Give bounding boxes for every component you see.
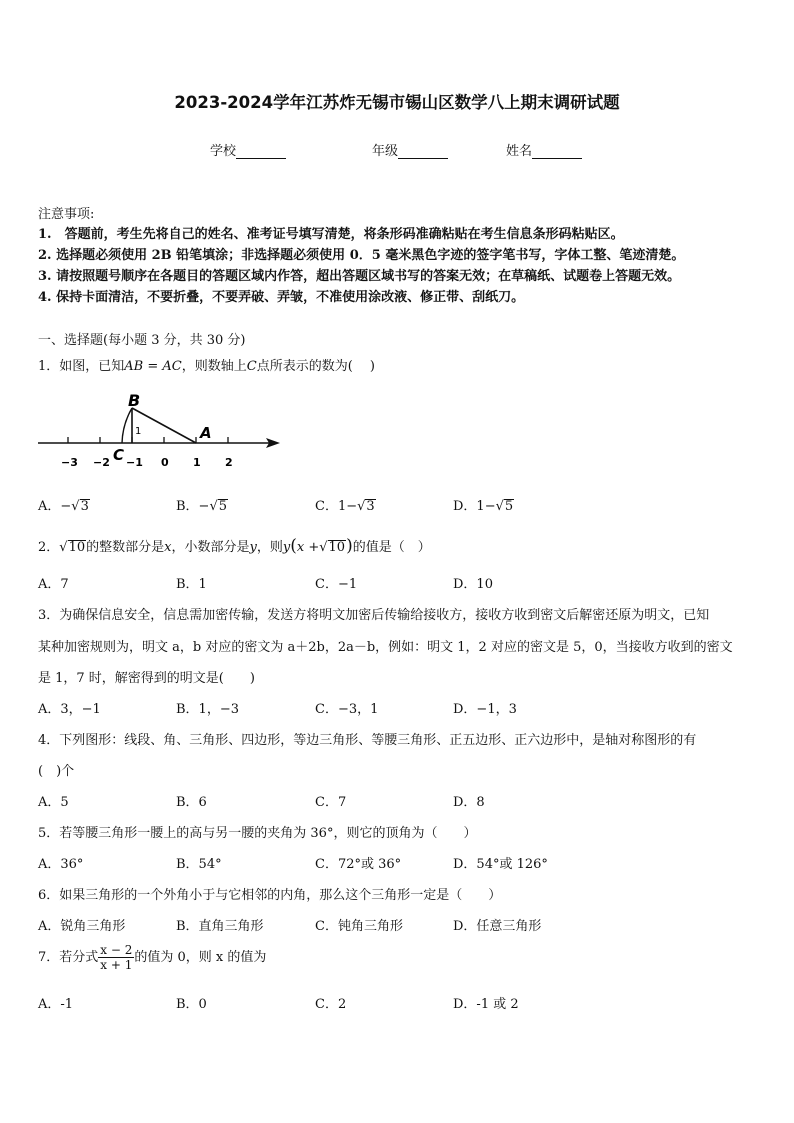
q2-text: ，小数部分是 <box>171 540 250 555</box>
radicand: 3 <box>366 499 375 514</box>
q5-option-d[interactable]: D．54°或 126° <box>453 857 548 872</box>
school-label: 学校 <box>210 144 237 159</box>
q3-option-c[interactable]: C．−3，1 <box>315 702 379 717</box>
question-3-line: 是 1，7 时，解密得到的明文是( ) <box>38 671 255 686</box>
q7-fraction <box>98 943 134 972</box>
number-line-figure <box>34 388 284 476</box>
tick-label: −2 <box>93 456 110 469</box>
radicand: 10 <box>328 540 346 555</box>
label-point-b: B <box>128 391 141 410</box>
question-5: 5．若等腰三角形一腰上的高与另一腰的夹角为 36°，则它的顶角为（ ） <box>38 826 477 841</box>
name-field[interactable] <box>506 140 582 159</box>
option-label: A．− <box>38 499 72 514</box>
q5-option-b[interactable]: B．54° <box>176 857 222 872</box>
q6-option-a[interactable]: A．锐角三角形 <box>38 919 126 934</box>
q7-option-c[interactable]: C．2 <box>315 997 347 1012</box>
q1-suffix: 点所表示的数为( ) <box>256 359 375 374</box>
label-height: 1 <box>135 426 142 437</box>
q2-expr-y: y <box>282 540 291 555</box>
q3-option-a[interactable]: A．3，−1 <box>38 702 101 717</box>
note-item: 1. 答题前，考生先将自己的姓名、准考证号填写清楚，将条形码准确粘贴在考生信息条形码粘贴区。 <box>38 227 624 242</box>
name-blank[interactable] <box>532 145 582 159</box>
q1-option-d[interactable]: D．1−√5 <box>453 499 514 514</box>
radicand: 10 <box>68 540 86 555</box>
note-item: 3. 请按照题号顺序在各题目的答题区域内作答，超出答题区域书写的答案无效；在草稿纸、试题卷上答题无效。 <box>38 269 681 284</box>
page-title: 2023-2024学年江苏炸无锡市锡山区数学八上期末调研试题 <box>174 93 620 112</box>
label-point-c: C <box>113 446 125 464</box>
question-2: 2．√10的整数部分是x，小数部分是y，则y(x +√10)的值是（ ） <box>38 536 431 556</box>
q4-option-d[interactable]: D．8 <box>453 795 485 810</box>
note-item: 2. 选择题必须使用 2B 铅笔填涂；非选择题必须使用 0．5 毫米黑色字迹的签字笔书写，字体工整、笔迹清楚。 <box>38 248 685 263</box>
tick-label: 0 <box>161 456 169 469</box>
tick-label: −3 <box>61 456 78 469</box>
question-3-line: 3．为确保信息安全，信息需加密传输，发送方将明文加密后传输给接收方，接收方收到密文后解密还原为明文，已知 <box>38 608 710 623</box>
q6-option-b[interactable]: B．直角三角形 <box>176 919 264 934</box>
q1-prefix: 1．如图，已知 <box>38 359 125 374</box>
note-item: 4. 保持卡面清洁，不要折叠，不要弄破、弄皱，不准使用涂改液、修正带、刮纸刀。 <box>38 290 525 305</box>
q3-option-b[interactable]: B．1，−3 <box>176 702 239 717</box>
school-blank[interactable] <box>236 145 286 159</box>
option-label: B．− <box>176 499 210 514</box>
tick-label: 1 <box>193 456 201 469</box>
grade-blank[interactable] <box>398 145 448 159</box>
compass-arc <box>122 408 132 443</box>
q1-option-b[interactable]: B．−√5 <box>176 499 228 514</box>
q6-option-d[interactable]: D．任意三角形 <box>453 919 542 934</box>
fraction-numerator: x − 2 <box>100 943 133 957</box>
q7-suffix: 的值为 0，则 x 的值为 <box>134 950 267 965</box>
q1-option-c[interactable]: C．1−√3 <box>315 499 375 514</box>
q7-option-b[interactable]: B．0 <box>176 997 207 1012</box>
q2-text: ，则 <box>256 540 283 555</box>
question-4-line: ( )个 <box>38 764 75 779</box>
school-field[interactable] <box>210 140 286 159</box>
option-label: C．1− <box>315 499 358 514</box>
q5-option-c[interactable]: C．72°或 36° <box>315 857 402 872</box>
grade-label: 年级 <box>372 144 399 159</box>
question-1 <box>38 355 375 374</box>
question-6: 6．如果三角形的一个外角小于与它相邻的内角，那么这个三角形一定是（ ） <box>38 888 502 903</box>
q6-option-c[interactable]: C．钝角三角形 <box>315 919 403 934</box>
tick-label: 2 <box>225 456 233 469</box>
q2-number: 2． <box>38 540 60 555</box>
q1-mid: ，则数轴上 <box>181 359 247 374</box>
label-point-a: A <box>200 424 212 442</box>
q2-option-b[interactable]: B．1 <box>176 577 207 592</box>
q2-expr-x: x + <box>296 540 320 555</box>
name-label: 姓名 <box>506 144 533 159</box>
q5-option-a[interactable]: A．36° <box>38 857 84 872</box>
q2-option-a[interactable]: A．7 <box>38 577 69 592</box>
fraction-denominator: x + 1 <box>100 958 133 972</box>
notes-heading: 注意事项: <box>38 207 95 222</box>
q7-prefix: 7．若分式 <box>38 950 99 965</box>
question-7 <box>38 943 266 972</box>
q2-var-y: y <box>249 540 257 555</box>
q1-option-a[interactable]: A．−√3 <box>38 499 89 514</box>
q2-text: 的整数部分是 <box>86 540 165 555</box>
radicand: 5 <box>504 499 514 514</box>
radicand: 3 <box>80 499 89 514</box>
radicand: 5 <box>218 499 228 514</box>
tick-label: −1 <box>126 456 143 469</box>
q2-text: 的值是（ ） <box>352 540 431 555</box>
q3-option-d[interactable]: D．−1，3 <box>453 702 517 717</box>
q2-option-c[interactable]: C．−1 <box>315 577 358 592</box>
question-4-line: 4．下列图形：线段、角、三角形、四边形，等边三角形、等腰三角形、正五边形、正六边形中，是轴对称图形的有 <box>38 733 697 748</box>
section-heading: 一、选择题(每小题 3 分，共 30 分) <box>38 333 246 348</box>
q2-var-x: x <box>164 540 172 555</box>
q4-option-b[interactable]: B．6 <box>176 795 207 810</box>
q7-option-d[interactable]: D．-1 或 2 <box>453 997 519 1012</box>
q1-point-c: C <box>246 359 257 374</box>
question-3-line: 某种加密规则为，明文 a，b 对应的密文为 a＋2b，2a－b，例如：明文 1，2 对应的密文是 5，0，当接收方收到的密文 <box>38 640 733 655</box>
q1-equation: AB = AC <box>124 359 182 374</box>
q4-option-a[interactable]: A．5 <box>38 795 69 810</box>
q7-option-a[interactable]: A．-1 <box>38 997 74 1012</box>
grade-field[interactable] <box>372 140 448 159</box>
q4-option-c[interactable]: C．7 <box>315 795 347 810</box>
option-label: D．1− <box>453 499 496 514</box>
q2-option-d[interactable]: D．10 <box>453 577 493 592</box>
